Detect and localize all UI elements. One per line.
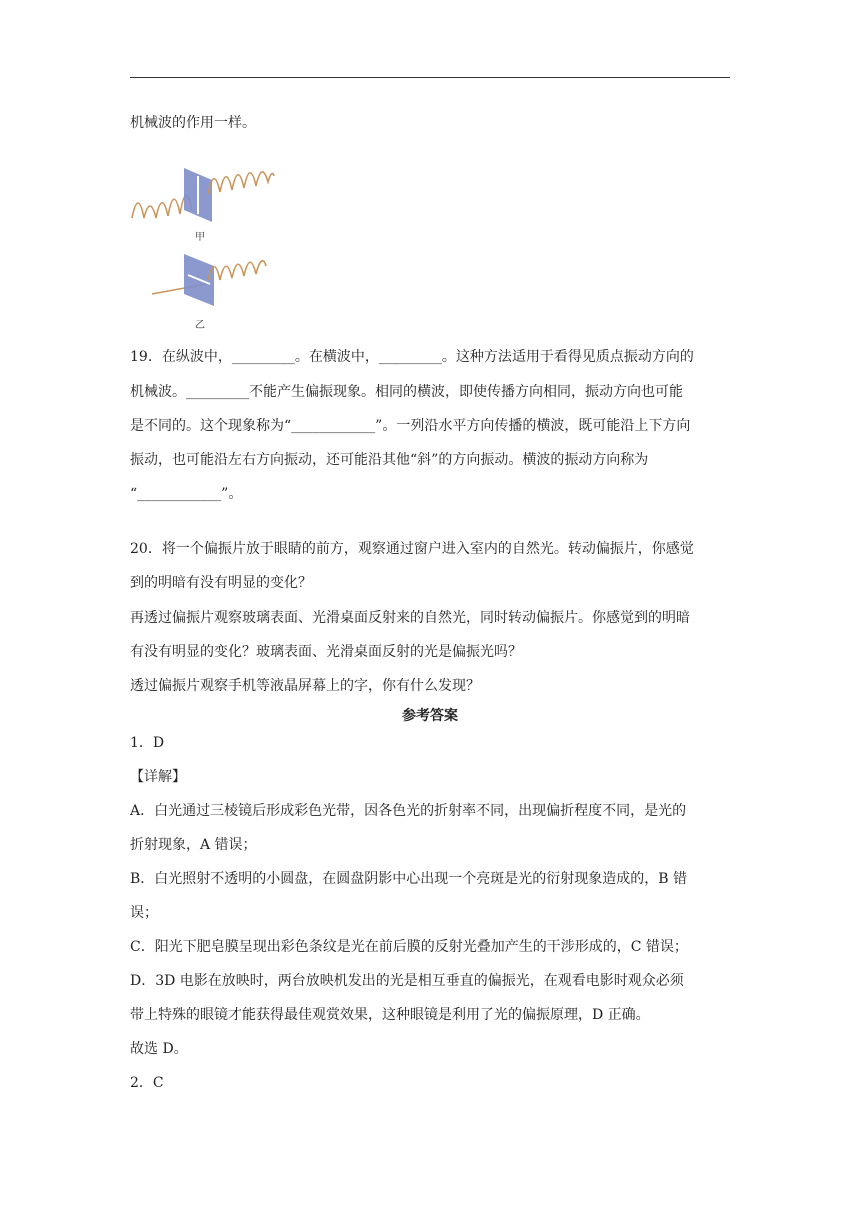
option-c-line: C．阳光下肥皂膜呈现出彩色条纹是光在前后膜的反射光叠加产生的干涉形成的，C 错误； <box>130 939 688 955</box>
question-20-line: 20．将一个偏振片放于眼睛的前方，观察通过窗户进入室内的自然光。转动偏振片，你感觉 <box>130 541 694 557</box>
question-19-line: 振动，也可能沿左右方向振动，还可能沿其他“斜”的方向振动。横波的振动方向称为 <box>130 452 649 468</box>
option-b-line: 误； <box>130 905 158 921</box>
conclusion: 故选 D。 <box>130 1041 188 1057</box>
figure-label-yi: 乙 <box>195 320 205 331</box>
figure-label-jia: 甲 <box>195 232 205 243</box>
option-b-line: B．白光照射不透明的小圆盘，在圆盘阴影中心出现一个亮斑是光的衍射现象造成的，B 错 <box>130 871 688 887</box>
option-d-line: 带上特殊的眼镜才能获得最佳观赏效果，这种眼镜是利用了光的偏振原理，D 正确。 <box>130 1007 650 1023</box>
wave-behind <box>208 261 266 280</box>
question-19-line: 是不同的。这个现象称为“____________”。一列沿水平方向传播的横波，既可能沿上下方向 <box>130 418 691 434</box>
question-20-line: 再透过偏振片观察玻璃表面、光滑桌面反射来的自然光，同时转动偏振片。你感觉到的明暗 <box>130 610 690 626</box>
transmitted-wave <box>208 172 274 194</box>
question-19-line: “____________”。 <box>130 486 243 502</box>
option-d-line: D．3D 电影在放映时，两台放映机发出的光是相互垂直的偏振光，在观看电影时观众必须 <box>130 973 684 989</box>
question-19-line: 机械波。_________不能产生偏振现象。相同的横波，即使传播方向相同，振动方向也可能 <box>130 384 683 400</box>
answer-2: 2．C <box>130 1075 164 1091</box>
text-line: 机械波的作用一样。 <box>130 115 256 131</box>
question-20-line: 透过偏振片观察手机等液晶屏幕上的字，你有什么发现？ <box>130 678 480 694</box>
answer-1: 1．D <box>130 735 165 751</box>
question-20-line: 到的明暗有没有明显的变化？ <box>130 575 312 591</box>
incident-wave <box>132 195 192 218</box>
header-rule <box>130 77 730 78</box>
question-20-line: 有没有明显的变化？玻璃表面、光滑桌面反射的光是偏振光吗？ <box>130 644 522 660</box>
figure-jia-polarizer <box>128 160 278 230</box>
detail-heading: 【详解】 <box>130 769 186 785</box>
question-19-line: 19．在纵波中，_________。在横波中，_________。这种方法适用于看得见质点振动方向的 <box>130 349 694 365</box>
figure-yi-polarizer <box>148 250 278 310</box>
option-a-line: A．白光通过三棱镜后形成彩色光带，因各色光的折射率不同，出现偏折程度不同，是光的 <box>130 803 687 819</box>
answers-title: 参考答案 <box>402 708 458 724</box>
option-a-line: 折射现象，A 错误； <box>130 837 257 853</box>
